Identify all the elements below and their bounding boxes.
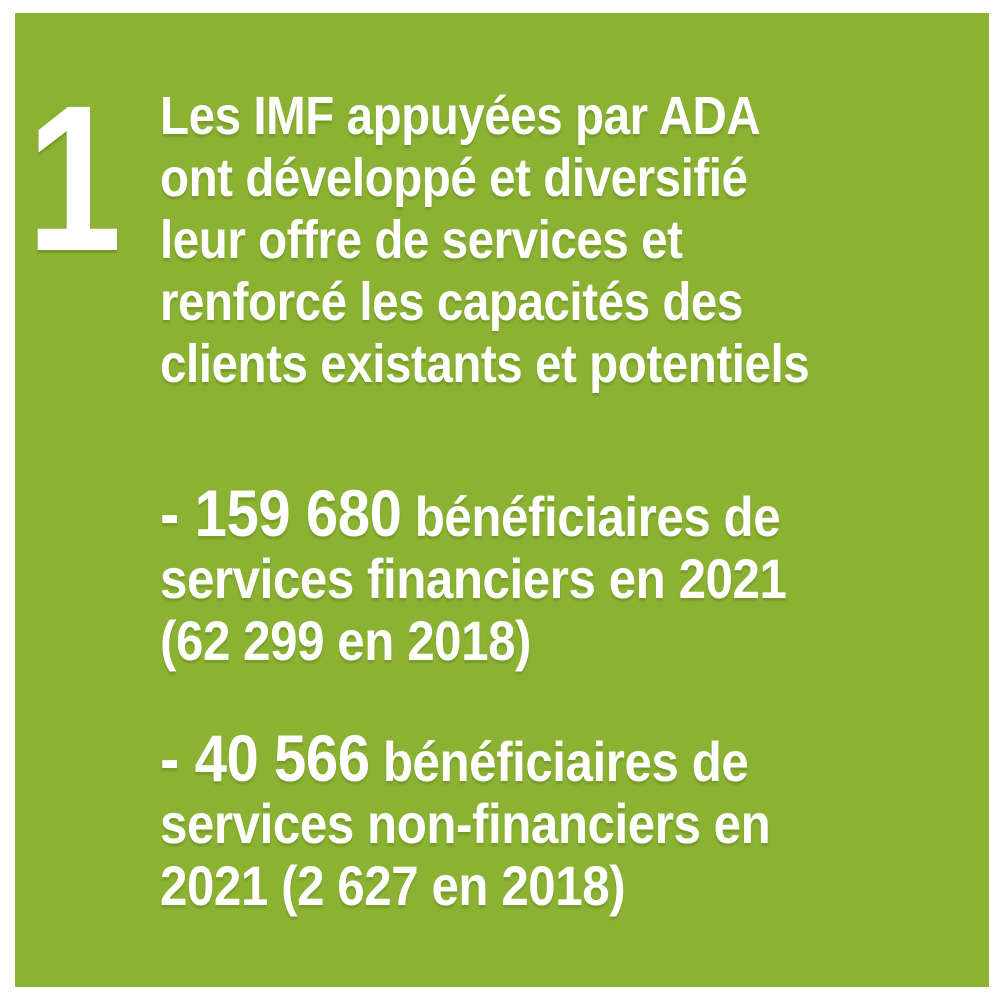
stat-text: services non-financiers en <box>160 792 771 855</box>
stat-text: bénéficiaires de <box>401 485 781 548</box>
stat-text: bénéficiaires de <box>369 730 749 793</box>
stat-text-previous-year: 2021 (2 627 en 2018) <box>160 854 626 917</box>
stat-value-financial: - 159 680 <box>160 476 402 550</box>
stat-nonfinancial-beneficiaries <box>160 721 970 917</box>
panel-content <box>160 13 970 917</box>
stat-line <box>160 476 970 550</box>
heading-line-4: renforcé les capacités des <box>160 272 743 332</box>
heading-line-3: leur offre de services et <box>160 210 683 270</box>
stat-line <box>160 721 970 795</box>
stat-financial-beneficiaries <box>160 476 970 672</box>
green-panel <box>15 13 989 987</box>
stat-text: services financiers en 2021 <box>160 547 787 610</box>
heading-line-2: ont développé et diversifié <box>160 148 748 208</box>
stat-value-nonfinancial: - 40 566 <box>160 721 370 795</box>
section-number: 1 <box>26 63 122 295</box>
heading <box>160 85 970 395</box>
heading-line-1: Les IMF appuyées par ADA <box>160 86 761 146</box>
heading-line-5: clients existants et potentiels <box>160 334 810 394</box>
stat-text-previous-year: (62 299 en 2018) <box>160 609 532 672</box>
